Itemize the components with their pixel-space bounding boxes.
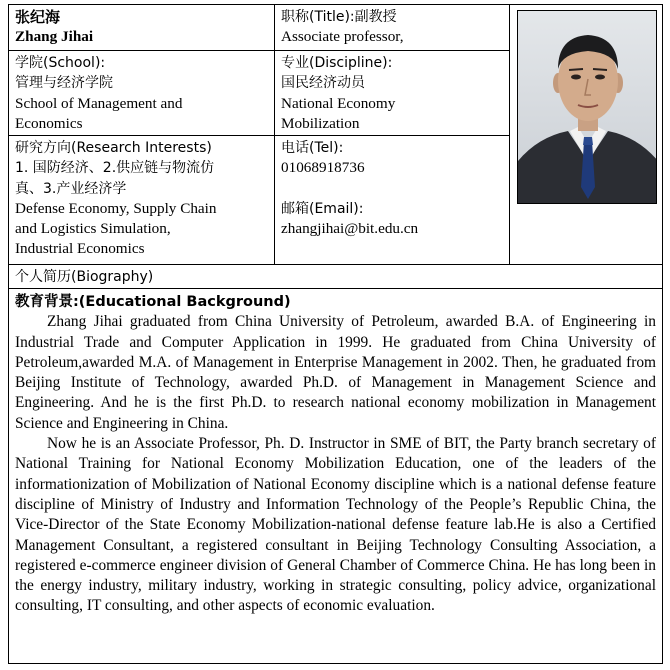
discipline-chinese: 国民经济动员 <box>281 75 365 92</box>
name-english: Zhang Jihai <box>15 28 94 46</box>
research-cell <box>8 135 275 265</box>
portrait-photo-icon <box>518 11 657 204</box>
title-cell <box>274 4 510 51</box>
discipline-english-1: National Economy <box>281 94 396 112</box>
research-english-3: Industrial Economics <box>15 240 145 258</box>
research-english-1: Defense Economy, Supply Chain <box>15 199 217 217</box>
portrait-photo <box>517 10 657 204</box>
title-label: 职称(Title):副教授 <box>281 9 397 25</box>
email-label: 邮箱(Email): <box>281 200 364 217</box>
school-english-1: School of Management and <box>15 94 183 112</box>
research-chinese-2: 真、3.产业经济学 <box>15 180 127 197</box>
education-heading: 教育背景:(Educational Background) <box>15 294 291 310</box>
discipline-label: 专业(Discipline): <box>281 55 393 71</box>
photo-cell <box>509 4 663 265</box>
discipline-english-2: Mobilization <box>281 114 360 132</box>
career-paragraph: Now he is an Associate Professor, Ph. D. Instructor in SME of BIT, the Party branch secretary of National Training for National Economy Mobilization Education, one of the leaders of the informationization of Mobilization of National Economy discipline which is a national defense feature discipline of Ministry of Industry and Information Technology of the People’s Republic China, the Vice-Director of the State Economy Mobilization-national defense feature lab.He is also a Certified Management Consultant, a registered consultant in Beijing Technology Consulting Association, a registered e-commerce engineer division of General Chamber of Commerce China. He has long been in the energy industry, military industry, working in strategic consulting, policy advice, organizational consulting, IT consulting, and other aspects of economic evaluation. <box>15 435 656 615</box>
research-label: 研究方向(Research Interests) <box>15 140 212 156</box>
biography-content-cell <box>8 288 663 664</box>
research-chinese-1: 1. 国防经济、2.供应链与物流仿 <box>15 160 215 177</box>
discipline-cell <box>274 50 510 136</box>
email-value: zhangjihai@bit.edu.cn <box>281 219 419 237</box>
tel-value: 01068918736 <box>281 159 365 177</box>
biography-header-cell <box>8 264 663 289</box>
contact-cell <box>274 135 510 265</box>
name-chinese: 张纪海 <box>15 8 61 26</box>
school-label: 学院(School): <box>15 55 106 71</box>
name-cell <box>8 4 275 51</box>
biography-header: 个人简历(Biography) <box>15 269 154 285</box>
tel-label: 电话(Tel): <box>281 140 344 156</box>
title-line-2: Associate professor, <box>281 28 404 46</box>
school-chinese: 管理与经济学院 <box>15 75 113 92</box>
research-english-2: and Logistics Simulation, <box>15 220 171 238</box>
education-paragraph: Zhang Jihai graduated from China University of Petroleum, awarded B.A. of Engineering in Industrial Trade and Computer Application in 1999. He graduated from China University of Petroleum,awarded M.A. of Management in Enterprise Management in 2002. Then, he graduated from Beijing Institute of Technology, awarded Ph.D. of Management in Management Science and Engineering. And he is the first Ph.D. to research national economy mobilization in Management Science and Engineering in China. <box>15 313 656 432</box>
profile-document <box>8 4 663 664</box>
title-line-1 <box>281 7 509 27</box>
school-cell <box>8 50 275 136</box>
school-english-2: Economics <box>15 114 83 132</box>
